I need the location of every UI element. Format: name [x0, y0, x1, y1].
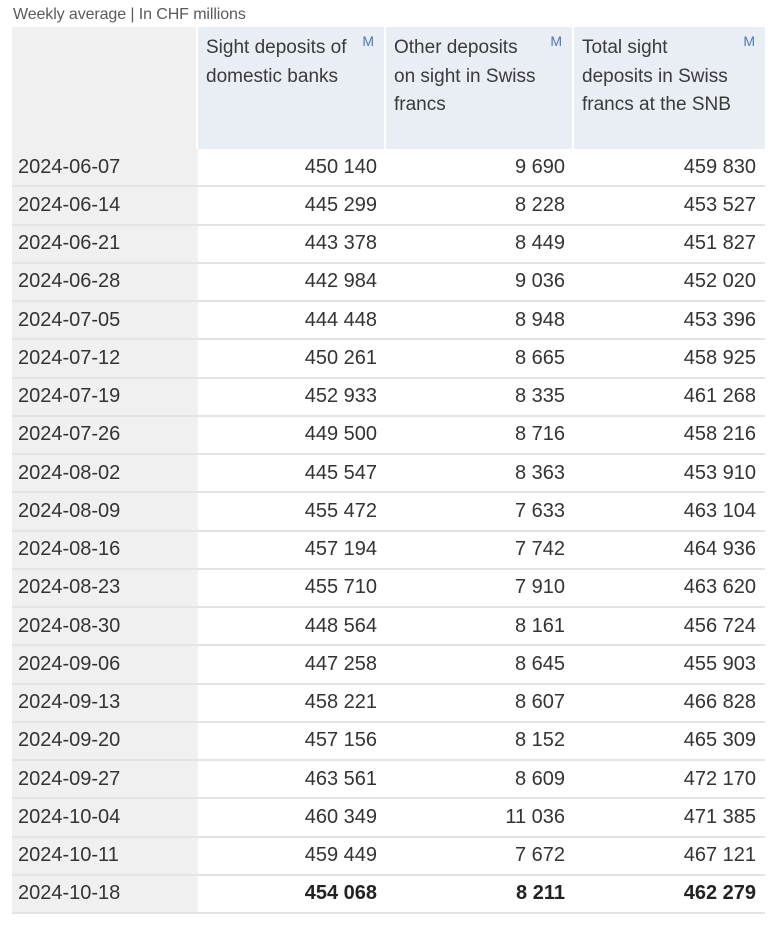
total-cell: 455 903: [574, 646, 765, 684]
total-cell: 466 828: [574, 685, 765, 723]
domestic-banks-cell: 445 547: [198, 455, 386, 493]
date-cell: 2024-09-20: [12, 723, 198, 761]
domestic-banks-cell: 450 140: [198, 149, 386, 187]
table-row: [12, 417, 765, 455]
table-row: [12, 723, 765, 761]
table-row: [12, 570, 765, 608]
header-total-sight-deposits: [574, 27, 765, 149]
other-deposits-cell: 8 335: [386, 379, 574, 417]
other-deposits-cell: 8 211: [386, 876, 574, 914]
total-cell: 463 620: [574, 570, 765, 608]
header-corner-cell: [12, 27, 198, 149]
domestic-banks-cell: 459 449: [198, 838, 386, 876]
total-cell: 472 170: [574, 761, 765, 799]
date-cell: 2024-06-28: [12, 264, 198, 302]
table-row: [12, 608, 765, 646]
total-cell: 453 396: [574, 302, 765, 340]
total-cell: 461 268: [574, 379, 765, 417]
other-deposits-cell: 8 645: [386, 646, 574, 684]
other-deposits-cell: 7 672: [386, 838, 574, 876]
date-cell: 2024-07-05: [12, 302, 198, 340]
date-cell: 2024-07-19: [12, 379, 198, 417]
domestic-banks-cell: 457 194: [198, 532, 386, 570]
total-cell: 456 724: [574, 608, 765, 646]
other-deposits-cell: 9 690: [386, 149, 574, 187]
total-cell: 464 936: [574, 532, 765, 570]
date-cell: 2024-07-12: [12, 340, 198, 378]
domestic-banks-cell: 447 258: [198, 646, 386, 684]
table-row: [12, 646, 765, 684]
total-cell: 451 827: [574, 226, 765, 264]
header-label: Other deposits on sight in Swiss francs: [394, 37, 536, 115]
domestic-banks-cell: 444 448: [198, 302, 386, 340]
table-row: [12, 187, 765, 225]
table-row: [12, 455, 765, 493]
domestic-banks-cell: 442 984: [198, 264, 386, 302]
sight-deposits-table: [12, 27, 765, 914]
table-row: [12, 532, 765, 570]
table-row: [12, 149, 765, 187]
other-deposits-cell: 8 161: [386, 608, 574, 646]
date-cell: 2024-08-30: [12, 608, 198, 646]
date-cell: 2024-09-27: [12, 761, 198, 799]
other-deposits-cell: 8 449: [386, 226, 574, 264]
domestic-banks-cell: 450 261: [198, 340, 386, 378]
table-caption: Weekly average | In CHF millions: [13, 6, 246, 23]
table-row: [12, 226, 765, 264]
other-deposits-cell: 11 036: [386, 799, 574, 837]
date-cell: 2024-10-04: [12, 799, 198, 837]
other-deposits-cell: 8 363: [386, 455, 574, 493]
metadata-link[interactable]: M: [362, 33, 374, 49]
total-cell: 453 910: [574, 455, 765, 493]
date-cell: 2024-06-07: [12, 149, 198, 187]
other-deposits-cell: 8 948: [386, 302, 574, 340]
table-row: [12, 340, 765, 378]
date-cell: 2024-08-09: [12, 493, 198, 531]
total-cell: 463 104: [574, 493, 765, 531]
header-label: Total sight deposits in Swiss francs at the SNB: [582, 37, 731, 115]
other-deposits-cell: 8 665: [386, 340, 574, 378]
total-cell: 462 279: [574, 876, 765, 914]
metadata-link[interactable]: M: [743, 33, 755, 49]
domestic-banks-cell: 463 561: [198, 761, 386, 799]
date-cell: 2024-07-26: [12, 417, 198, 455]
table-row: [12, 761, 765, 799]
metadata-link[interactable]: M: [550, 33, 562, 49]
table-row: [12, 302, 765, 340]
domestic-banks-cell: 458 221: [198, 685, 386, 723]
domestic-banks-cell: 445 299: [198, 187, 386, 225]
domestic-banks-cell: 443 378: [198, 226, 386, 264]
date-cell: 2024-08-23: [12, 570, 198, 608]
header-label: Sight deposits of domestic banks: [206, 37, 347, 87]
domestic-banks-cell: 460 349: [198, 799, 386, 837]
other-deposits-cell: 7 742: [386, 532, 574, 570]
table-row: [12, 876, 765, 914]
other-deposits-cell: 8 609: [386, 761, 574, 799]
table-row: [12, 379, 765, 417]
domestic-banks-cell: 457 156: [198, 723, 386, 761]
table-row: [12, 799, 765, 837]
date-cell: 2024-10-18: [12, 876, 198, 914]
domestic-banks-cell: 455 472: [198, 493, 386, 531]
table-body: [12, 149, 765, 914]
total-cell: 459 830: [574, 149, 765, 187]
other-deposits-cell: 7 633: [386, 493, 574, 531]
table-row: [12, 264, 765, 302]
domestic-banks-cell: 455 710: [198, 570, 386, 608]
other-deposits-cell: 8 716: [386, 417, 574, 455]
total-cell: 458 925: [574, 340, 765, 378]
domestic-banks-cell: 448 564: [198, 608, 386, 646]
other-deposits-cell: 8 228: [386, 187, 574, 225]
header-domestic-banks: [198, 27, 386, 149]
header-other-deposits: [386, 27, 574, 149]
date-cell: 2024-09-06: [12, 646, 198, 684]
domestic-banks-cell: 454 068: [198, 876, 386, 914]
total-cell: 453 527: [574, 187, 765, 225]
table-header-row: [12, 27, 765, 149]
other-deposits-cell: 8 607: [386, 685, 574, 723]
other-deposits-cell: 9 036: [386, 264, 574, 302]
date-cell: 2024-10-11: [12, 838, 198, 876]
date-cell: 2024-09-13: [12, 685, 198, 723]
table-row: [12, 685, 765, 723]
date-cell: 2024-06-21: [12, 226, 198, 264]
date-cell: 2024-08-02: [12, 455, 198, 493]
total-cell: 458 216: [574, 417, 765, 455]
other-deposits-cell: 7 910: [386, 570, 574, 608]
other-deposits-cell: 8 152: [386, 723, 574, 761]
table-row: [12, 493, 765, 531]
domestic-banks-cell: 449 500: [198, 417, 386, 455]
table-row: [12, 838, 765, 876]
total-cell: 467 121: [574, 838, 765, 876]
total-cell: 452 020: [574, 264, 765, 302]
date-cell: 2024-06-14: [12, 187, 198, 225]
date-cell: 2024-08-16: [12, 532, 198, 570]
domestic-banks-cell: 452 933: [198, 379, 386, 417]
total-cell: 471 385: [574, 799, 765, 837]
total-cell: 465 309: [574, 723, 765, 761]
